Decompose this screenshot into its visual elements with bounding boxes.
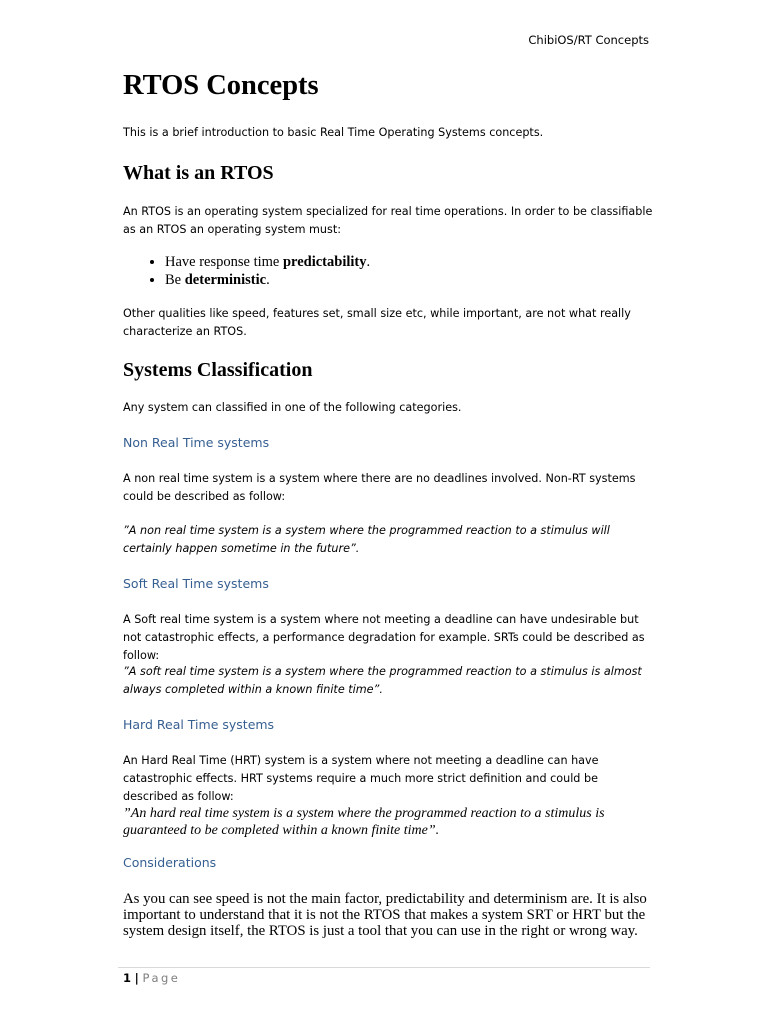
non-rt-paragraph: A non real time system is a system where there are no deadlines involved. Non-RT systems could be described as follow: [123,472,636,503]
footer-separator: | [134,971,139,985]
page-word: Page [142,971,181,985]
bullet-suffix: . [366,254,371,270]
page-title: RTOS Concepts [123,70,319,101]
intro-paragraph: This is a brief introduction to basic Real Time Operating Systems concepts. [123,126,544,139]
bullet-prefix: Have response time [165,254,283,270]
hard-rt-paragraph: An Hard Real Time (HRT) system is a system where not meeting a deadline can have catastrophic effects. HRT systems require a much more strict definition and could be described as follow: [123,754,599,803]
other-qualities-paragraph: Other qualities like speed, features set, small size etc, while important, are not what really characterize an RTOS. [123,307,631,338]
list-item [165,271,370,289]
page-number: 1 [123,971,132,985]
bullet-prefix: Be [165,272,185,288]
heading-soft-real-time: Soft Real Time systems [123,576,269,591]
page-footer [123,971,180,985]
classification-intro: Any system can classified in one of the following categories. [123,401,462,414]
hard-rt-quote: ”An hard real time system is a system where the programmed reaction to a stimulus is guaranteed to be completed within a known finite time”. [123,806,605,838]
heading-considerations: Considerations [123,855,217,870]
heading-non-real-time: Non Real Time systems [123,435,270,450]
bullet-suffix: . [266,272,270,288]
footer-divider [118,967,650,968]
rtos-requirements-list [123,253,370,289]
bullet-bold: deterministic [184,272,267,288]
heading-hard-real-time: Hard Real Time systems [123,717,275,732]
considerations-paragraph: As you can see speed is not the main factor, predictability and determinism are. It is also important to understand that it is not the RTOS that makes a system SRT or HRT but the system design itself, the RTOS is just a tool that you can use in the right or wrong way. [123,891,647,939]
heading-what-is-rtos: What is an RTOS [123,162,274,184]
list-item [165,253,370,271]
rtos-definition-paragraph: An RTOS is an operating system specialized for real time operations. In order to be classifiable as an RTOS an operating system must: [123,205,653,236]
soft-rt-paragraph: A Soft real time system is a system where not meeting a deadline can have undesirable but not catastrophic effects, a performance degradation for example. SRTs could be described as follow: [123,613,645,662]
bullet-bold: predictability [282,254,367,270]
running-header: ChibiOS/RT Concepts [528,33,649,47]
soft-rt-quote: ”A soft real time system is a system where the programmed reaction to a stimulus is almost always completed within a known finite time”. [123,665,642,696]
non-rt-quote: ”A non real time system is a system where the programmed reaction to a stimulus will certainly happen sometime in the future”. [123,524,610,555]
heading-systems-classification: Systems Classification [123,359,313,381]
